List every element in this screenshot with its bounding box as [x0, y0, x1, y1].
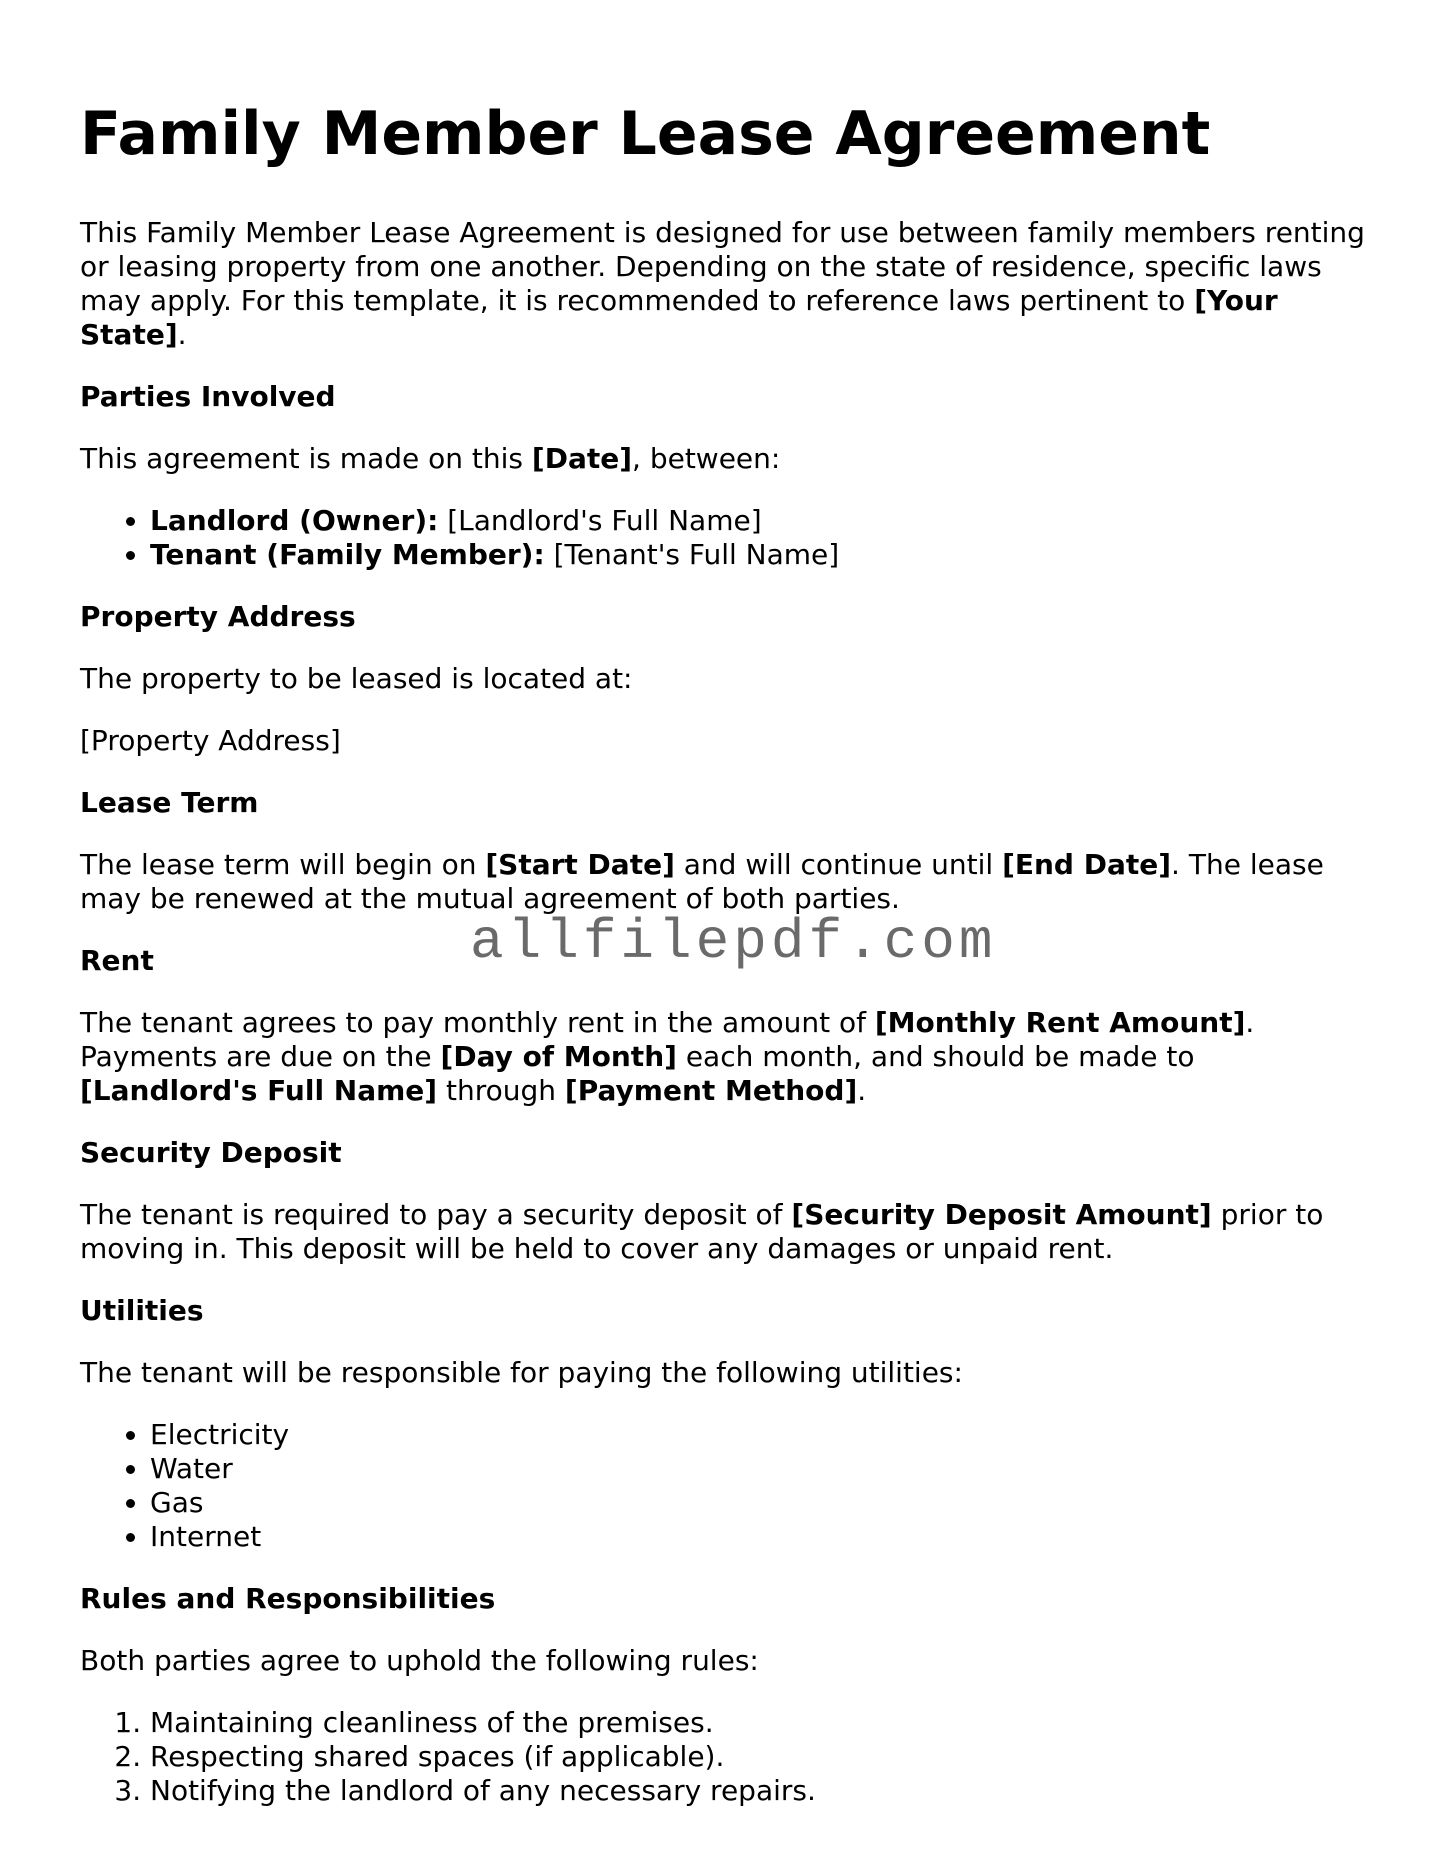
deposit-amount-placeholder: [Security Deposit Amount] [791, 1198, 1212, 1231]
parties-text: This agreement is made on this [80, 442, 532, 475]
landlord-name-placeholder: [Landlord's Full Name] [80, 1074, 438, 1107]
deposit-text: The tenant is required to pay a security deposit of [80, 1198, 792, 1231]
lease-term-text: The lease term will begin on [80, 848, 486, 881]
lease-term-text: . The lease may be renewed at the mutual agreement of both parties. [80, 848, 1324, 915]
list-item: 1. Maintaining cleanliness of the premises. [150, 1706, 1370, 1740]
list-item: • Electricity [150, 1418, 1370, 1452]
list-item: • Gas [150, 1486, 1370, 1520]
parties-heading: Parties Involved [80, 380, 336, 413]
rent-text: The tenant agrees to pay monthly rent in the amount of [80, 1006, 875, 1039]
intro-text: This Family Member Lease Agreement is designed for use between family members renting or leasing property from one another. Depending on the state of residence, specific laws may apply. For this template, it is recommended to reference laws pertinent to [80, 216, 1365, 317]
rent-paragraph [80, 1006, 1370, 1108]
lease-term-paragraph [80, 848, 1370, 916]
property-address: [Property Address] [80, 724, 341, 757]
parties-text-end: , between: [632, 442, 781, 475]
start-date-placeholder: [Start Date] [485, 848, 675, 881]
party-value: [Landlord's Full Name] [438, 504, 762, 537]
lease-term-text: and will continue until [674, 848, 1003, 881]
lease-term-heading: Lease Term [80, 786, 259, 819]
parties-list [80, 504, 1370, 572]
rent-amount-placeholder: [Monthly Rent Amount] [874, 1006, 1246, 1039]
rent-heading: Rent [80, 944, 154, 977]
list-item [150, 538, 1370, 572]
payment-method-placeholder: [Payment Method] [564, 1074, 858, 1107]
rent-text: . Payments are due on the [80, 1006, 1255, 1073]
property-heading: Property Address [80, 600, 356, 633]
parties-paragraph [80, 442, 1370, 476]
property-text: The property to be leased is located at: [80, 662, 633, 695]
rent-text: each month, and should be made to [676, 1040, 1195, 1073]
utilities-list [80, 1418, 1370, 1554]
deposit-text: prior to moving in. This deposit will be held to cover any damages or unpaid rent. [80, 1198, 1324, 1265]
deposit-heading: Security Deposit [80, 1136, 342, 1169]
end-date-placeholder: [End Date] [1002, 848, 1172, 881]
day-of-month-placeholder: [Day of Month] [440, 1040, 677, 1073]
rules-list [80, 1706, 1370, 1808]
document-title: Family Member Lease Agreement [80, 99, 1211, 169]
utilities-text: The tenant will be responsible for paying the following utilities: [80, 1356, 963, 1389]
state-placeholder: [Your State] [80, 284, 1278, 351]
date-placeholder: [Date] [531, 442, 633, 475]
rent-text: through [437, 1074, 565, 1107]
intro-paragraph [80, 216, 1370, 352]
rules-text: Both parties agree to uphold the following rules: [80, 1644, 759, 1677]
utilities-heading: Utilities [80, 1294, 204, 1327]
party-label: Tenant (Family Member): [150, 538, 545, 571]
intro-text-end: . [177, 318, 187, 351]
watermark: allfilepdf.com [470, 910, 997, 974]
list-item: • Internet [150, 1520, 1370, 1554]
rent-text: . [857, 1074, 867, 1107]
party-label: Landlord (Owner): [150, 504, 439, 537]
party-value: [Tenant's Full Name] [544, 538, 840, 571]
list-item: 3. Notifying the landlord of any necessary repairs. [150, 1774, 1370, 1808]
list-item: • Water [150, 1452, 1370, 1486]
list-item: 2. Respecting shared spaces (if applicable). [150, 1740, 1370, 1774]
deposit-paragraph [80, 1198, 1370, 1266]
list-item [150, 504, 1370, 538]
rules-heading: Rules and Responsibilities [80, 1582, 496, 1615]
